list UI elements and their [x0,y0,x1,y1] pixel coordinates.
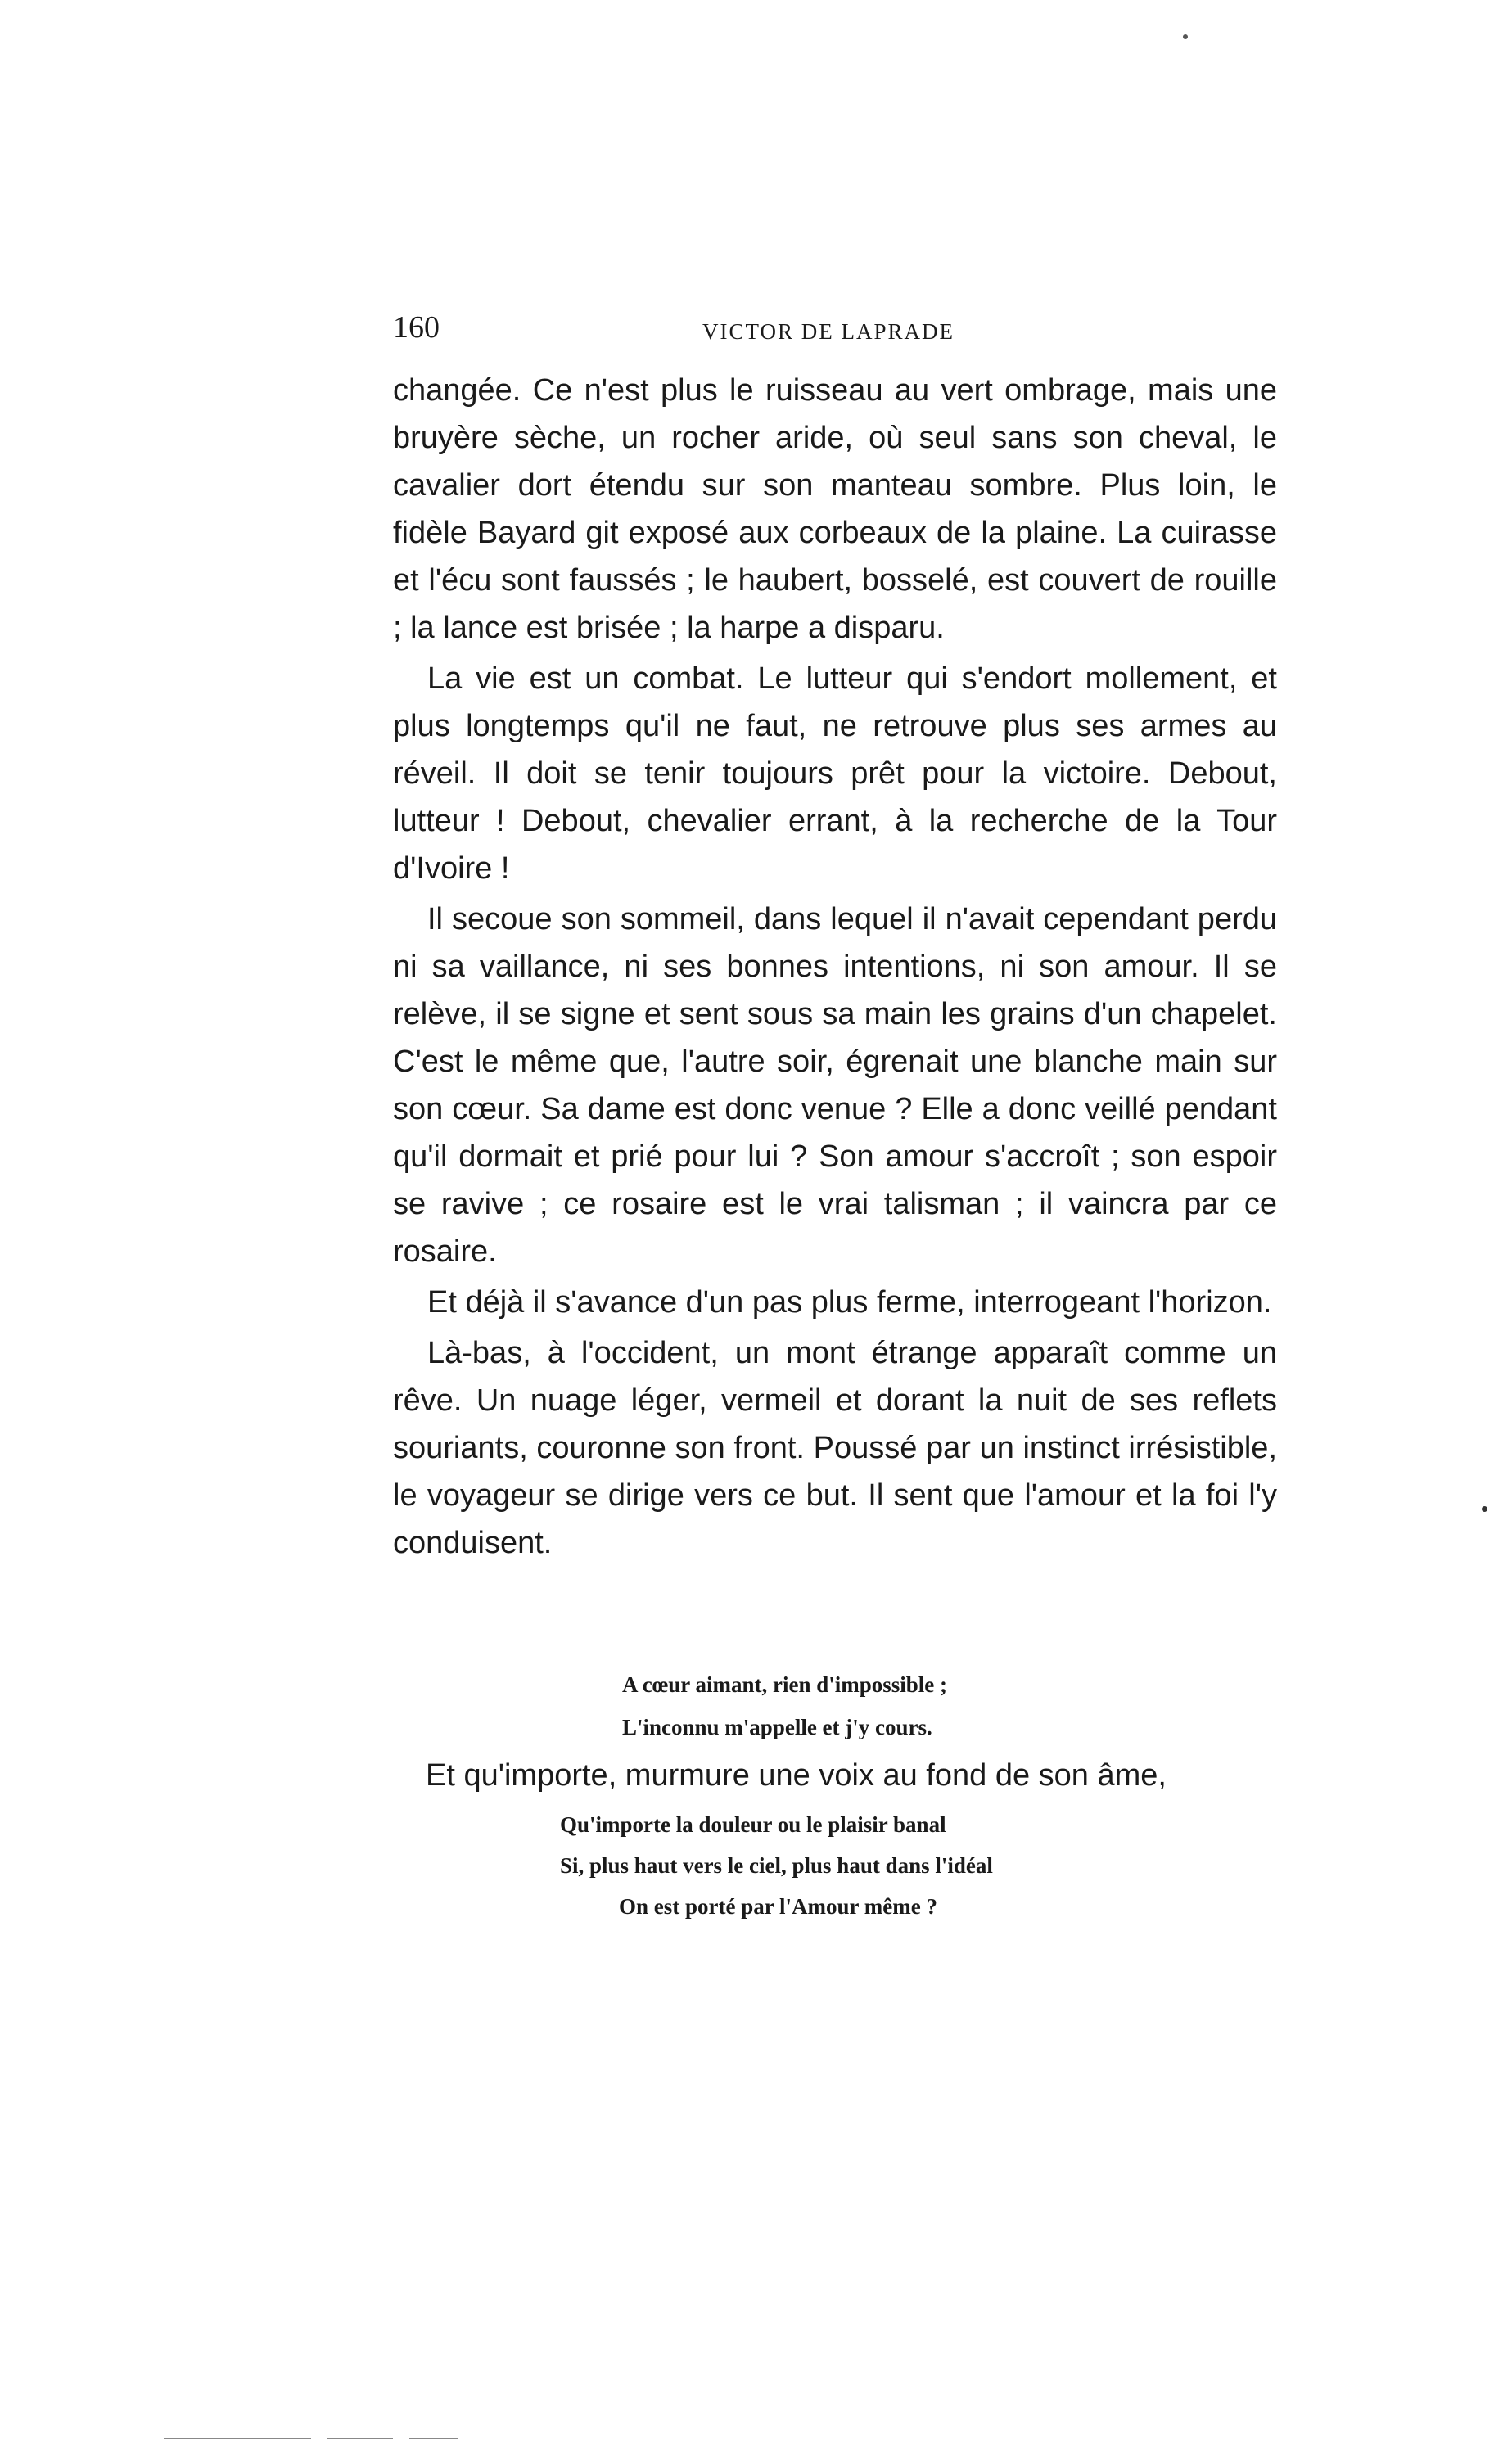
verse-line: On est porté par l'Amour même ? [619,1894,937,1919]
verse-line: Qu'importe la douleur ou le plaisir banal [560,1812,946,1837]
scan-line [327,2438,393,2439]
scan-mark [1183,34,1188,39]
scan-line [164,2438,311,2439]
paragraph-5: Là-bas, à l'occident, un mont étrange apparaît comme un rêve. Un nuage léger, vermeil et dorant la nuit de ses reflets souriants, couronne son front. Poussé par un instinct irrésistible, le voyageur se dirige vers ce but. Il sent que l'amour et la foi l'y conduisent. [393,1336,1277,1560]
verse-line: A cœur aimant, rien d'impossible ; [622,1672,948,1697]
scan-mark [1482,1506,1487,1512]
scan-line [409,2438,458,2439]
paragraph-2: La vie est un combat. Le lutteur qui s'endort mollement, et plus longtemps qu'il ne faut, ne retrouve plus ses armes au réveil. Il doit se tenir toujours prêt pour la victoire. Debout, lutteur ! Debout, chevalier errant, à la recherche de la Tour d'Ivoire ! [393,661,1277,886]
page-header [393,309,982,350]
body-text [393,367,1277,1570]
paragraph-3: Il secoue son sommeil, dans lequel il n'avait cependant perdu ni sa vaillance, ni ses bonnes intentions, ni son amour. Il se relève, il se signe et sent sous sa main les grains d'un chapelet. C'est le même que, l'autre soir, égrenait une blanche main sur son cœur. Sa dame est donc venue ? Elle a donc veillé pendant qu'il dormait et prié pour lui ? Son amour s'accroît ; son espoir se ravive ; ce rosaire est le vrai talisman ; il vaincra par ce rosaire. [393,902,1277,1269]
verse-line: Si, plus haut vers le ciel, plus haut dans l'idéal [560,1853,993,1878]
running-title: VICTOR DE LAPRADE [702,319,955,344]
verse-line: L'inconnu m'appelle et j'y cours. [622,1715,932,1739]
quote-line: Et qu'importe, murmure une voix au fond de son âme, [426,1758,1167,1793]
paragraph-4: Et déjà il s'avance d'un pas plus ferme, interrogeant l'horizon. [427,1285,1272,1320]
page-number: 160 [393,310,440,345]
paragraph-1: changée. Ce n'est plus le ruisseau au vert ombrage, mais une bruyère sèche, un rocher aride, où seul sans son cheval, le cavalier dort étendu sur son manteau sombre. Plus loin, le fidèle Bayard git exposé aux corbeaux de la plaine. La cuirasse et l'écu sont faussés ; le haubert, bosselé, est couvert de rouille ; la lance est brisée ; la harpe a disparu. [393,373,1277,645]
verse-couplet [622,1663,947,1748]
verse-tercet [560,1804,993,1927]
